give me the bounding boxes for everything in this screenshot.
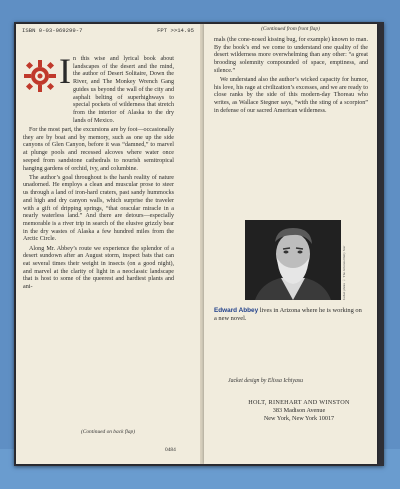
author-bio-text: lives in Arizona where he is working on a new novel.: [214, 307, 362, 322]
back-flap-paragraph: We understand also the author’s wicked capacity for humor, his love, his rage at civilization’s excesses, and we are ready to close ranks by the side of this modern-day Thoreau who writes, as Wallace Stegner says, “with the sting of a scorpion” in defense of our sacred American wilderness.: [214, 77, 368, 114]
author-name: Edward Abbey: [214, 307, 259, 314]
isbn-line: [22, 27, 194, 34]
back-flap-text: [214, 37, 368, 117]
photo-credit: Jacket photo © The Arizona Daily Star: [342, 245, 346, 300]
publisher-city: New York, New York 10017: [263, 415, 335, 423]
front-flap-paragraph: The author’s goal throughout is the harsh reality of nature unadorned. He employs a clean and muscular prose to steer us through a land of iron-hard craters, past sandy hummocks and high and dry canyon walls, which surprise the traveler with a gift of dripping springs, “that oracular miracle in a nearly waterless land.” And there are detours—especially memorable is a river trip in search of the elusive grizzly bear in the dry wastes of Alaska a few hundred miles from the Arctic Circle.: [23, 174, 174, 243]
back-flap-paragraph: mals (the cone-nosed kissing bug, for example) known to man. By the book’s end we come to understand one quality of the desert wilderness more overwhelming than any other: “a great brooding solemnity compounded of space, emptiness, and silence.”: [214, 37, 368, 74]
author-portrait-image: [245, 220, 341, 300]
ornament-dropcap-group: [23, 51, 73, 105]
price-code: FPT >>14.95: [157, 27, 194, 34]
front-flap-paragraph: Along Mr. Abbey’s route we experience the splendor of a desert sundown after an August storm, inspect bats that can eat several times their weight in insects (on a good night), and marvel at the clarity of light in a neoclassic landscape that is host to some of the queerest and hardiest plants and ani-: [23, 245, 174, 291]
isbn-number: ISBN 0-03-069299-7: [22, 27, 83, 34]
opening-paragraph: [73, 56, 174, 127]
drop-cap: I: [59, 51, 71, 91]
catalog-code: 0484: [165, 447, 176, 453]
front-flap-paragraph: For the most part, the excursions are by foot—occasionally they are by boat and by memory, such as one up the side canyons of Glen Canyon, before it was “damned,” to marvel at plunge pools and recessed alcoves where water once seeped from sandstone cathedrals to nourish semitropical hanging gardens of orchid, ivy, and columbine.: [23, 127, 174, 172]
jacket-design-credit: Jacket design by Elissa Ichiyasu: [228, 378, 304, 384]
publisher-block: [224, 399, 374, 424]
sun-ornament-icon: [23, 59, 57, 93]
front-flap-text: [23, 127, 174, 293]
author-bio: [214, 307, 364, 323]
continued-from-front-flap: (Continued from front flap): [261, 26, 320, 32]
author-photo: [245, 220, 341, 300]
opening-text: n this wise and lyrical book about landscapes of the desert and the mind, the author of Desert Solitaire, Down the River, and The Monkey Wrench Gang guides us beyond the wall of the city and asphalt belting of superhighways to special pockets of wilderness that stretch from the interior of Alaska to the dry lands of Mexico.: [73, 56, 174, 124]
publisher-name: HOLT, RINEHART AND WINSTON: [248, 399, 350, 406]
continued-on-back-flap: (Continued on back flap): [80, 429, 136, 435]
publisher-street: 383 Madison Avenue: [272, 407, 326, 415]
